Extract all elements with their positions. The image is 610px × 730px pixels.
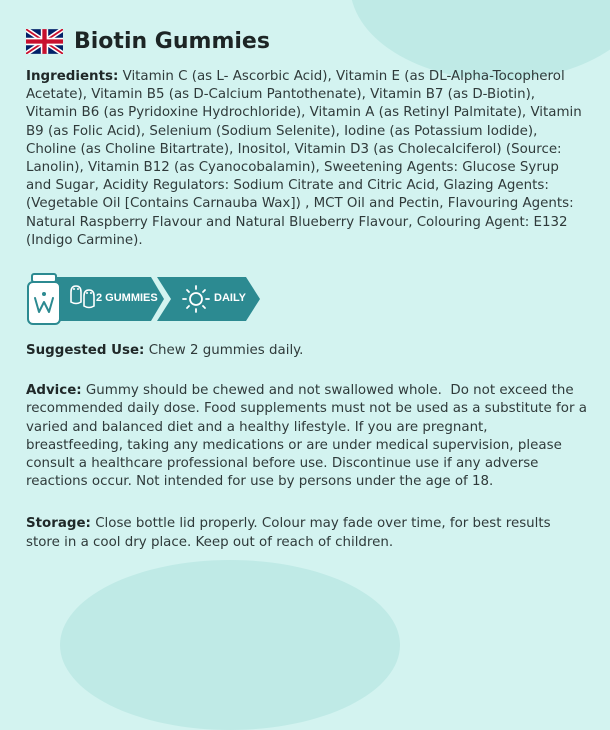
storage-label: Storage: — [26, 516, 91, 532]
ingredients-label: Ingredients: — [26, 69, 119, 84]
suggested-use-label: Suggested Use: — [26, 343, 145, 359]
background-shape-bottom-left — [60, 560, 400, 730]
uk-flag-icon — [26, 29, 63, 54]
page-title: Biotin Gummies — [74, 28, 270, 54]
advice-label: Advice: — [26, 383, 82, 399]
advice-section — [26, 382, 592, 491]
suggested-use-section — [26, 342, 588, 360]
daily-label: DAILY — [214, 292, 246, 305]
storage-text: Close bottle lid properly. Colour may fade over time, for best results store in a cool dry place. Keep out of reach of children. — [26, 516, 551, 550]
supplement-jar-icon — [26, 272, 62, 326]
gummies-label: 2 GUMMIES — [96, 292, 158, 305]
advice-text: Gummy should be chewed and not swallowed whole. Do not exceed the recommended daily dose. Food supplements must not be used as a substitute for a varied and balanced diet and a healthy lifestyle. If you are pregnant, breastfeeding, taking any medications or are under medical supervision, please consult a healthcare professional before use. Discontinue use if any adverse reactions occur. Not intended for use by persons under the age of 18. — [26, 383, 592, 490]
ingredients-section — [26, 68, 588, 250]
ingredients-text: Vitamin C (as L- Ascorbic Acid), Vitamin E (as DL-Alpha-Tocopherol Acetate), Vitamin B5 (as D-Calcium Pantothenate), Vitamin B7 (as D-Biotin), Vitamin B6 (as Pyridoxine Hydrochloride), Vitamin A (as Retinyl Palmitate), Vitamin B9 (as Folic Acid), Selenium (Sodium Selenite), Iodine (as Potassium Iodide), Choline (as Choline Bitartrate), Inositol, Vitamin D3 (as Cholecalciferol) (Source: Lanolin), Vitamin B12 (as Cyanocobalamin), Sweetening Agents: Glucose Syrup and Sugar, Acidity Regulators: Sodium Citrate and Citric Acid, Glazing Agents: (Vegetable Oil [Contains Carnauba Wax]) , MCT Oil and Pectin, Flavouring Agents: Natural Raspberry Flavour and Natural Blueberry Flavour, Colouring Agent: E132 (Indigo Carmine). — [26, 69, 582, 248]
sun-icon — [181, 284, 211, 314]
suggested-use-text: Chew 2 gummies daily. — [148, 343, 304, 359]
storage-section — [26, 515, 588, 551]
dosage-badge — [26, 272, 266, 326]
header — [26, 24, 588, 58]
product-info — [26, 24, 592, 552]
gummies-icon — [66, 282, 100, 316]
